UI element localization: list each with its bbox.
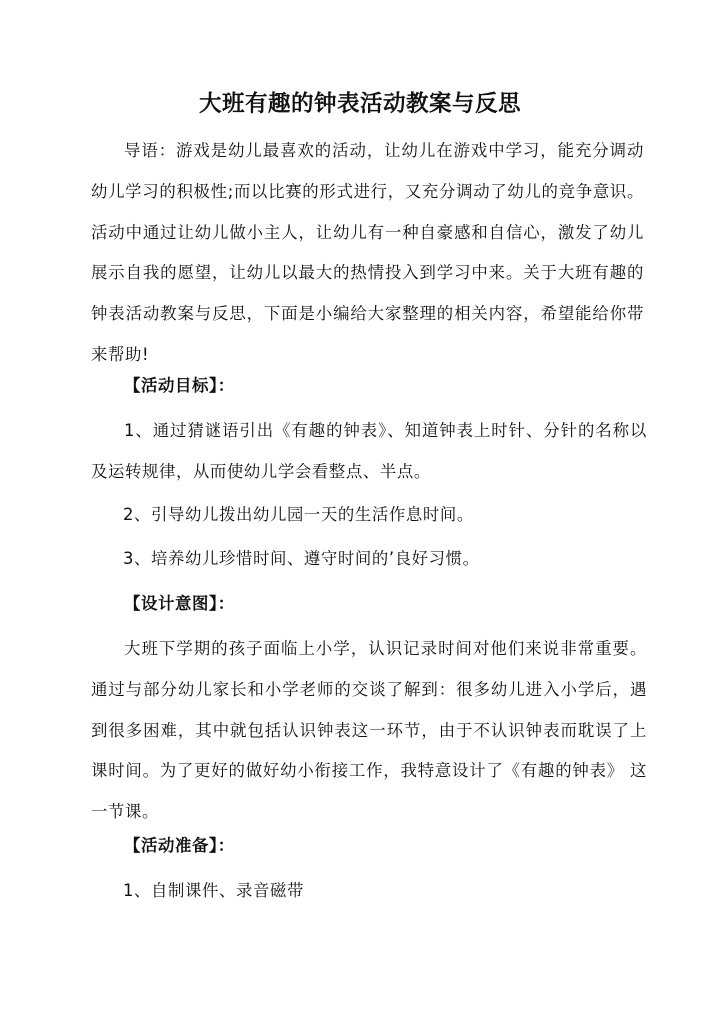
section-heading-design: 【设计意图】： [124, 594, 235, 613]
section-heading-preparation: 【活动准备】： [124, 836, 235, 855]
goal-item-1: 1、通过猜谜语引出《有趣的钟表》、知道钟表上时针、分针的名称以及运转规律，从而使幼儿学会看整点、半点。 [91, 421, 647, 481]
document-title: 大班有趣的钟表活动教案与反思 [198, 91, 521, 117]
intro-paragraph: 导语：游戏是幼儿最喜欢的活动，让幼儿在游戏中学习，能充分调动幼儿学习的积极性;而以比赛的形式进行，又充分调动了幼儿的竞争意识。活动中通过让幼儿做小主人，让幼儿有一种自豪感和自信心，激发了幼儿展示自我的愿望，让幼儿以最大的热情投入到学习中来。关于大班有趣的钟表活动教案与反思，下面是小编给大家整理的相关内容，希望能给你带来帮助! [91, 141, 644, 364]
section-heading-goals: 【活动目标】： [124, 376, 235, 395]
goal-item-2: 2、引导幼儿拨出幼儿园一天的生活作息时间。 [123, 505, 474, 524]
design-paragraph: 大班下学期的孩子面临上小学，认识记录时间对他们来说非常重要。通过与部分幼儿家长和小学老师的交谈了解到：很多幼儿进入小学后，遇到很多困难，其中就包括认识钟表这一环节，由于不认识钟表而耽误了上课时间。为了更好的做好幼小衔接工作，我特意设计了《有趣的钟表》 这一节课。 [91, 639, 647, 822]
preparation-item-1: 1、自制课件、录音磁带 [123, 881, 304, 900]
goal-item-3: 3、培养幼儿珍惜时间、遵守时间的’良好习惯。 [123, 549, 480, 568]
